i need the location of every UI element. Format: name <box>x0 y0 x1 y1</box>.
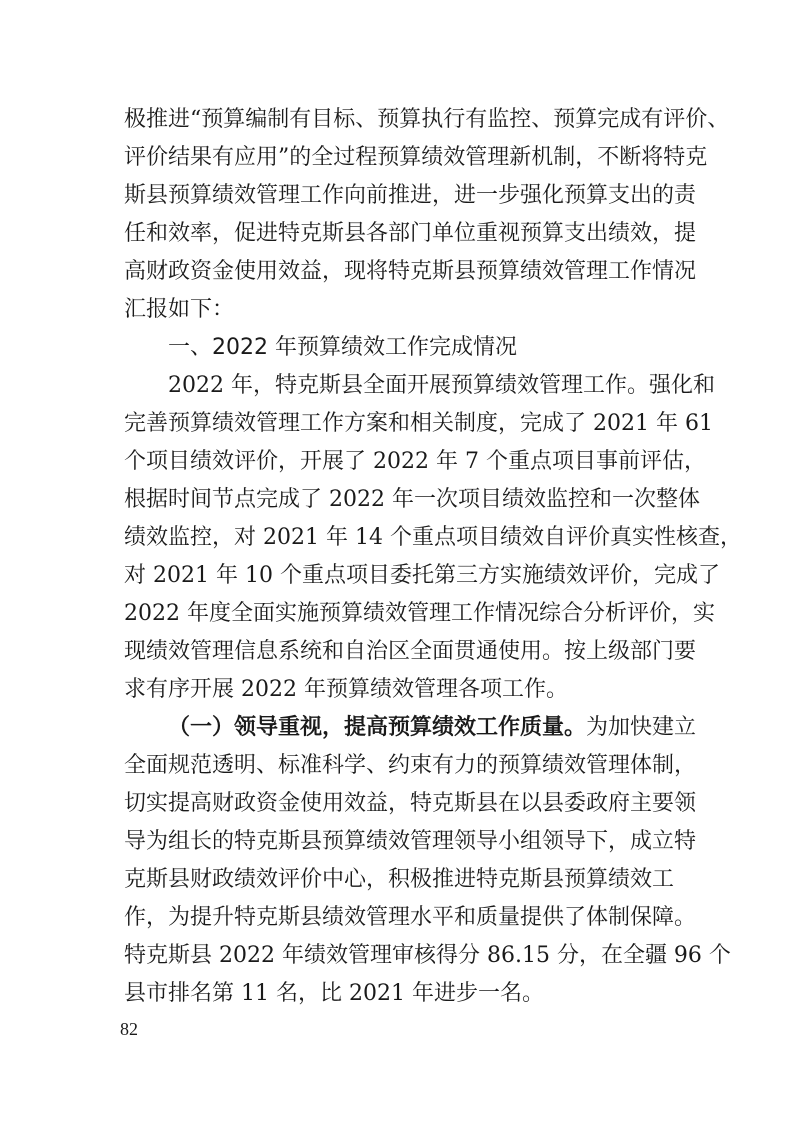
body-text-line: 任和效率，促进特克斯县各部门单位重视预算支出绩效，提 <box>124 221 697 246</box>
body-text-line: 现绩效管理信息系统和自治区全面贯通使用。按上级部门要 <box>124 639 697 664</box>
subsection-paragraph-line <box>168 714 697 742</box>
body-text-line: 作，为提升特克斯县绩效管理水平和质量提供了体制保障。 <box>124 905 697 930</box>
body-text-line: 2022 年，特克斯县全面开展预算绩效管理工作。强化和 <box>168 373 715 398</box>
body-text-line: 切实提高财政资金使用效益，特克斯县在以县委政府主要领 <box>124 791 697 816</box>
body-text-line: 完善预算绩效管理工作方案和相关制度，完成了 2021 年 61 <box>124 411 713 436</box>
body-text-line: 斯县预算绩效管理工作向前推进，进一步强化预算支出的责 <box>124 183 697 208</box>
body-text-line: 全面规范透明、标准科学、约束有力的预算绩效管理体制， <box>124 753 697 778</box>
body-text-line: 特克斯县 2022 年绩效管理审核得分 86.15 分，在全疆 96 个 <box>124 943 731 968</box>
body-text-line: 高财政资金使用效益，现将特克斯县预算绩效管理工作情况 <box>124 259 697 284</box>
section-heading: 一、2022 年预算绩效工作完成情况 <box>168 335 517 360</box>
body-text-line: 评价结果有应用”的全过程预算绩效管理新机制，不断将特克 <box>124 145 708 170</box>
page-number: 82 <box>120 1019 138 1039</box>
body-text-line: 极推进“预算编制有目标、预算执行有监控、预算完成有评价、 <box>124 107 730 132</box>
body-text-line: 克斯县财政绩效评价中心，积极推进特克斯县预算绩效工 <box>124 867 675 892</box>
body-text-line: 导为组长的特克斯县预算绩效管理领导小组领导下，成立特 <box>124 829 697 854</box>
body-text-line: 个项目绩效评价，开展了 2022 年 7 个重点项目事前评估， <box>124 449 706 474</box>
subsection-heading: （一）领导重视，提高预算绩效工作质量。 <box>168 715 587 740</box>
body-text-line: 汇报如下： <box>124 297 235 322</box>
body-text-line: 2022 年度全面实施预算绩效管理工作情况综合分析评价，实 <box>124 601 715 626</box>
body-text-line: 对 2021 年 10 个重点项目委托第三方实施绩效评价，完成了 <box>124 563 720 588</box>
body-text-line: 县市排名第 11 名，比 2021 年进步一名。 <box>124 981 544 1006</box>
body-text-run: 为加快建立 <box>586 715 697 740</box>
body-text-line: 求有序开展 2022 年预算绩效管理各项工作。 <box>124 677 568 702</box>
body-text-line: 绩效监控，对 2021 年 14 个重点项目绩效自评价真实性核查， <box>124 525 742 550</box>
body-text-line: 根据时间节点完成了 2022 年一次项目绩效监控和一次整体 <box>124 487 700 512</box>
